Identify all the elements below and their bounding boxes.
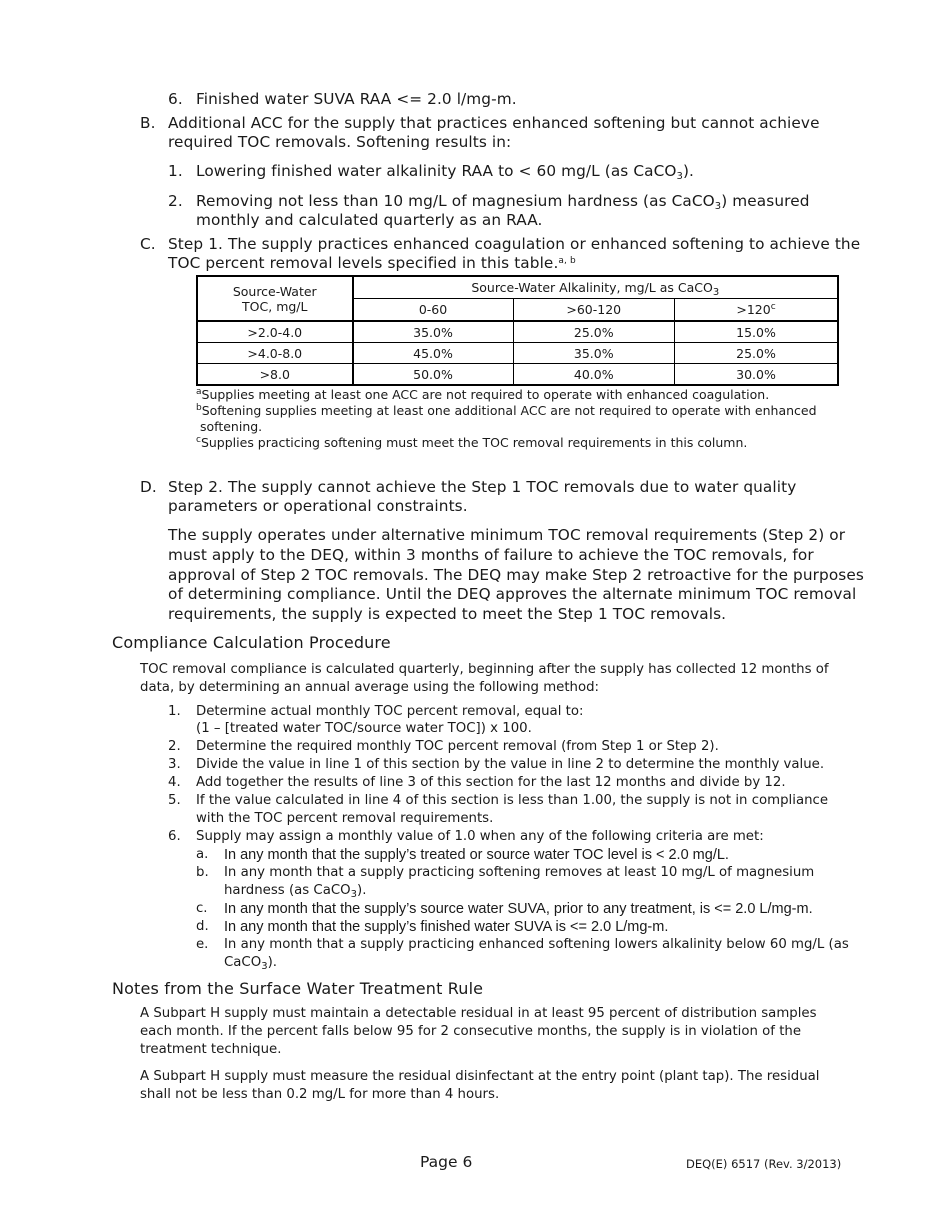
step-text: Add together the results of line 3 of this section for the last 12 months and divide by 12. bbox=[196, 775, 786, 790]
criteria-text: In any month that the supply’s treated or source water TOC level is < 2.0 mg/L. bbox=[224, 847, 729, 863]
notes-p1-line: A Subpart H supply must maintain a detectable residual in at least 95 percent of distribution samples bbox=[140, 1006, 817, 1021]
col-header-120: $>120^c$ bbox=[675, 299, 839, 322]
item-B2-number: 2. bbox=[168, 192, 183, 210]
item-B2-line2: monthly and calculated quarterly as an RAA. bbox=[196, 211, 543, 229]
item-B2-line1: Removing not less than 10 mg/L of magnesium hardness (as CaCO$_3$) measured bbox=[196, 192, 810, 212]
notes-p2-line: A Subpart H supply must measure the residual disinfectant at the entry point (plant tap). The residual bbox=[140, 1069, 820, 1084]
table-cell: 35.0% bbox=[353, 321, 513, 343]
table-row-toc: >4.0-8.0 bbox=[197, 343, 353, 364]
table-cell: 25.0% bbox=[675, 343, 839, 364]
step-number: 3. bbox=[168, 757, 181, 772]
item-6-number: 6. bbox=[168, 90, 183, 108]
table-cell: 15.0% bbox=[675, 321, 839, 343]
item-B-line1: Additional ACC for the supply that practices enhanced softening but cannot achieve bbox=[168, 114, 820, 132]
step-text: Supply may assign a monthly value of 1.0 when any of the following criteria are met: bbox=[196, 829, 764, 844]
step-text: If the value calculated in line 4 of this section is less than 1.00, the supply is not in compliance bbox=[196, 793, 829, 808]
step2-para-line: approval of Step 2 TOC removals. The DEQ may make Step 2 retroactive for the purposes bbox=[168, 566, 864, 584]
col-header-60-120: >60-120 bbox=[513, 299, 674, 322]
table-cell: 40.0% bbox=[513, 364, 674, 386]
footnote-b-cont: softening. bbox=[200, 419, 263, 434]
criteria-text: In any month that a supply practicing softening removes at least 10 mg/L of magnesium bbox=[224, 865, 815, 880]
item-B-line2: required TOC removals. Softening results in: bbox=[168, 133, 512, 151]
group-header-cell: Source-Water Alkalinity, mg/L as CaCO$_3$ bbox=[353, 276, 838, 299]
criteria-mark: a. bbox=[196, 847, 209, 862]
step-text: Determine actual monthly TOC percent removal, equal to: bbox=[196, 704, 584, 719]
step2-para-line: requirements, the supply is expected to meet the Step 1 TOC removals. bbox=[168, 605, 727, 623]
step2-para-line: must apply to the DEQ, within 3 months of failure to achieve the TOC removals, for bbox=[168, 546, 814, 564]
toc-removal-table bbox=[196, 275, 839, 386]
step-number: 2. bbox=[168, 739, 181, 754]
table-cell: 50.0% bbox=[353, 364, 513, 386]
row-header-cell: Source-Water TOC, mg/L bbox=[197, 276, 353, 321]
footnote-b: $^b$Softening supplies meeting at least one additional ACC are not required to operate with enhanced bbox=[196, 403, 817, 418]
table-cell: 30.0% bbox=[675, 364, 839, 386]
notes-heading: Notes from the Surface Water Treatment Rule bbox=[112, 979, 484, 998]
item-B1-number: 1. bbox=[168, 162, 183, 180]
item-D-letter: D. bbox=[140, 478, 157, 496]
criteria-mark: d. bbox=[196, 919, 209, 934]
criteria-mark: c. bbox=[196, 901, 208, 916]
notes-p1-line: each month. If the percent falls below 95 for 2 consecutive months, the supply is in violation of the bbox=[140, 1024, 802, 1039]
notes-p1-line: treatment technique. bbox=[140, 1042, 282, 1057]
step-text: Divide the value in line 1 of this section by the value in line 2 to determine the monthly value. bbox=[196, 757, 825, 772]
criteria-text: hardness (as CaCO$_3$). bbox=[224, 883, 367, 900]
step2-para-line: of determining compliance. Until the DEQ approves the alternate minimum TOC removal bbox=[168, 585, 857, 603]
table-cell: 35.0% bbox=[513, 343, 674, 364]
table-cell: 25.0% bbox=[513, 321, 674, 343]
step-text: with the TOC percent removal requirements. bbox=[196, 811, 494, 826]
table-row-toc: >8.0 bbox=[197, 364, 353, 386]
step-number: 4. bbox=[168, 775, 181, 790]
step-text: (1 – [treated water TOC/source water TOC]) x 100. bbox=[196, 721, 532, 736]
item-D-line1: Step 2. The supply cannot achieve the Step 1 TOC removals due to water quality bbox=[168, 478, 797, 496]
notes-p2-line: shall not be less than 0.2 mg/L for more than 4 hours. bbox=[140, 1087, 500, 1102]
item-B1-text: Lowering finished water alkalinity RAA to < 60 mg/L (as CaCO$_3$). bbox=[196, 162, 695, 182]
criteria-mark: e. bbox=[196, 937, 209, 952]
col-header-0-60: 0-60 bbox=[353, 299, 513, 322]
criteria-text: In any month that the supply’s finished water SUVA is <= 2.0 L/mg-m. bbox=[224, 919, 669, 935]
compliance-intro-line1: TOC removal compliance is calculated quarterly, beginning after the supply has collected 12 months of bbox=[140, 662, 829, 677]
item-6-text: Finished water SUVA RAA <= 2.0 l/mg-m. bbox=[196, 90, 517, 108]
table-cell: 45.0% bbox=[353, 343, 513, 364]
compliance-heading: Compliance Calculation Procedure bbox=[112, 633, 391, 652]
criteria-text: CaCO$_3$). bbox=[224, 955, 277, 972]
page-number: Page 6 bbox=[420, 1153, 473, 1171]
criteria-text: In any month that a supply practicing enhanced softening lowers alkalinity below 60 mg/L (as bbox=[224, 937, 849, 952]
item-C-line2: TOC percent removal levels specified in this table.$^{a, b}$ bbox=[168, 254, 576, 272]
step-text: Determine the required monthly TOC percent removal (from Step 1 or Step 2). bbox=[196, 739, 719, 754]
item-C-line1: Step 1. The supply practices enhanced coagulation or enhanced softening to achieve the bbox=[168, 235, 861, 253]
item-C-letter: C. bbox=[140, 235, 156, 253]
compliance-intro-line2: data, by determining an annual average using the following method: bbox=[140, 680, 600, 695]
criteria-text: In any month that the supply’s source water SUVA, prior to any treatment, is <= 2.0 L/mg-m. bbox=[224, 901, 813, 917]
step-number: 5. bbox=[168, 793, 181, 808]
step-number: 1. bbox=[168, 704, 181, 719]
item-D-line2: parameters or operational constraints. bbox=[168, 497, 468, 515]
step-number: 6. bbox=[168, 829, 181, 844]
footnote-c: $^c$Supplies practicing softening must meet the TOC removal requirements in this column. bbox=[196, 435, 748, 450]
form-number: DEQ(E) 6517 (Rev. 3/2013) bbox=[686, 1157, 842, 1171]
footnote-a: $^a$Supplies meeting at least one ACC are not required to operate with enhanced coagulation. bbox=[196, 387, 770, 402]
table-row-toc: >2.0-4.0 bbox=[197, 321, 353, 343]
step2-para-line: The supply operates under alternative minimum TOC removal requirements (Step 2) or bbox=[168, 526, 846, 544]
criteria-mark: b. bbox=[196, 865, 209, 880]
item-B-letter: B. bbox=[140, 114, 156, 132]
